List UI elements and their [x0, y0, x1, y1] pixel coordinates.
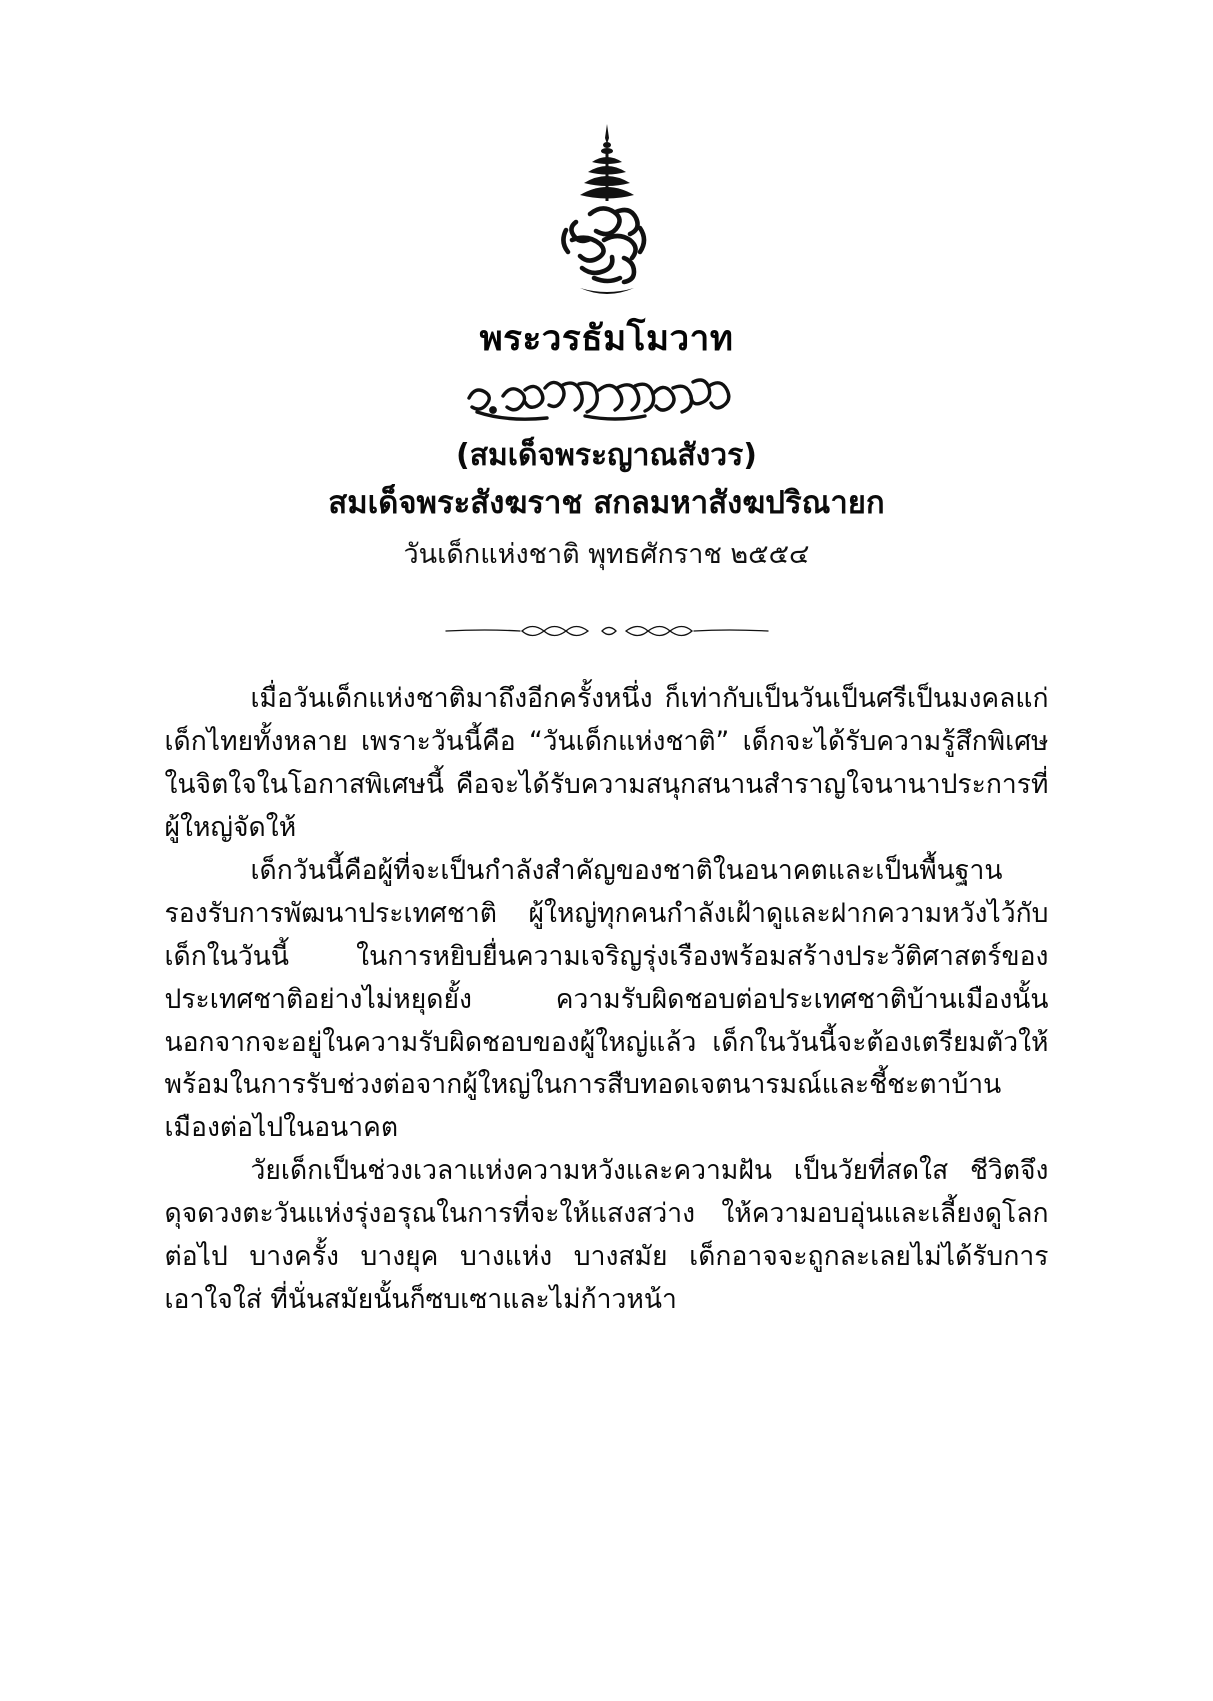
body-text [165, 678, 1049, 1322]
page-title: พระวรธัมโมวาท [479, 319, 734, 359]
divider-container [0, 618, 1213, 644]
title-rank: สมเด็จพระสังฆราช สกลมหาสังฆปริณายก [328, 484, 885, 521]
emblem-container [0, 0, 1213, 308]
ornamental-flourish-divider [442, 618, 772, 644]
title-parenthetical: (สมเด็จพระญาณสังวร) [456, 437, 757, 473]
signature-container [0, 368, 1213, 434]
paragraph: เด็กวันนี้คือผู้ที่จะเป็นกำลังสำคัญของชาติในอนาคตและเป็นพื้นฐานรองรับการพัฒนาประเทศชาติ ผู้ใหญ่ทุกคนกำลังเฝ้าดูและฝากความหวังไว้กับเด็กในวันนี้ ในการหยิบยื่นความเจริญรุ่งเรืองพร้อมสร้างประวัติศาสตร์ของประเทศชาติอย่างไม่หยุดยั้ง ความรับผิดชอบต่อประเทศชาติบ้านเมืองนั้น นอกจากจะอยู่ในความรับผิดชอบของผู้ใหญ่แล้ว เด็กในวันนี้จะต้องเตรียมตัวให้พร้อมในการรับช่วงต่อจากผู้ใหญ่ในการสืบทอดเจตนารมณ์และชี้ชะตาบ้านเมืองต่อไปในอนาคต [164, 854, 1049, 1144]
handwritten-signature [457, 368, 757, 434]
royal-monogram-emblem [532, 118, 682, 308]
paragraph: วัยเด็กเป็นช่วงเวลาแห่งความหวังและความฝัน เป็นวัยที่สดใส ชีวิตจึงดุจดวงตะวันแห่งรุ่งอรุณในการที่จะให้แสงสว่าง ให้ความอบอุ่นและเลี้ยงดูโลกต่อไป บางครั้ง บางยุค บางแห่ง บางสมัย เด็กอาจจะถูกละเลยไม่ได้รับการเอาใจใส่ ที่นั่นสมัยนั้นก็ซบเซาและไม่ก้าวหน้า [164, 1155, 1049, 1316]
paragraph: เมื่อวันเด็กแห่งชาติมาถึงอีกครั้งหนึ่ง ก็เท่ากับเป็นวันเป็นศรีเป็นมงคลแก่เด็กไทยทั้งหลาย เพราะวันนี้คือ “วันเด็กแห่งชาติ” เด็กจะได้รับความรู้สึกพิเศษในจิตใจในโอกาสพิเศษนี้ คือจะได้รับความสนุกสนานสำราญใจนานาประการที่ผู้ใหญ่จัดให้ [164, 683, 1049, 843]
heading-block [0, 318, 1213, 572]
title-occasion: วันเด็กแห่งชาติ พุทธศักราช ๒๕๕๔ [403, 539, 810, 571]
